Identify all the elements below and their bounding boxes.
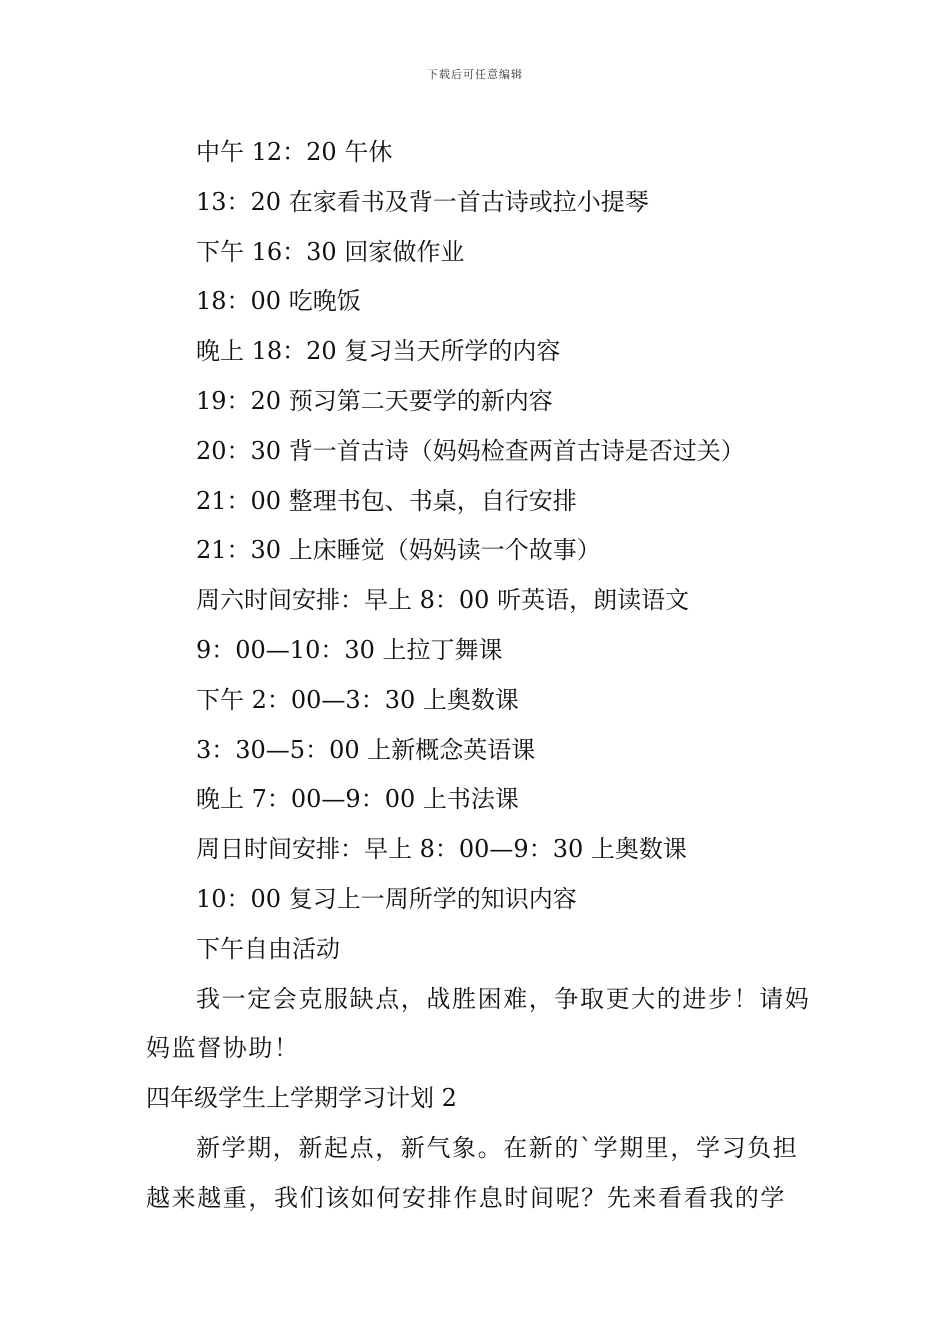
schedule-line: 下午自由活动 xyxy=(196,934,340,963)
schedule-line: 20：30 背一首古诗（妈妈检查两首古诗是否过关） xyxy=(196,436,745,465)
document-body xyxy=(146,128,811,1224)
schedule-line: 21：00 整理书包、书桌，自行安排 xyxy=(196,486,577,515)
schedule-line: 下午 16：30 回家做作业 xyxy=(196,237,465,266)
section-heading: 四年级学生上学期学习计划 2 xyxy=(146,1084,457,1113)
page-header: 下载后可任意编辑 xyxy=(427,68,523,81)
schedule-line: 周日时间安排：早上 8：00—9：30 上奥数课 xyxy=(196,835,687,864)
closing-paragraph: 我一定会克服缺点，战胜困难，争取更大的进步！请妈妈监督协助！ xyxy=(146,984,811,1063)
schedule-line: 下午 2：00—3：30 上奥数课 xyxy=(196,685,519,714)
schedule-line: 中午 12：20 午休 xyxy=(196,138,393,166)
schedule-line: 18：00 吃晚饭 xyxy=(196,287,361,316)
schedule-line: 9：00—10：30 上拉丁舞课 xyxy=(196,635,503,664)
schedule-line: 晚上 18：20 复习当天所学的内容 xyxy=(196,337,561,366)
schedule-line: 19：20 预习第二天要学的新内容 xyxy=(196,386,553,415)
schedule-line: 3：30—5：00 上新概念英语课 xyxy=(196,735,536,764)
intro-paragraph: 新学期，新起点，新气象。在新的`学期里，学习负担越来越重，我们该如何安排作息时间呢？先来看看我的学 xyxy=(146,1133,799,1212)
schedule-line: 周六时间安排：早上 8：00 听英语，朗读语文 xyxy=(196,586,690,615)
schedule-line: 10：00 复习上一周所学的知识内容 xyxy=(196,884,577,913)
schedule-line: 晚上 7：00—9：00 上书法课 xyxy=(196,785,519,814)
schedule-line: 13：20 在家看书及背一首古诗或拉小提琴 xyxy=(196,187,649,216)
schedule-line: 21：30 上床睡觉（妈妈读一个故事） xyxy=(196,536,601,565)
